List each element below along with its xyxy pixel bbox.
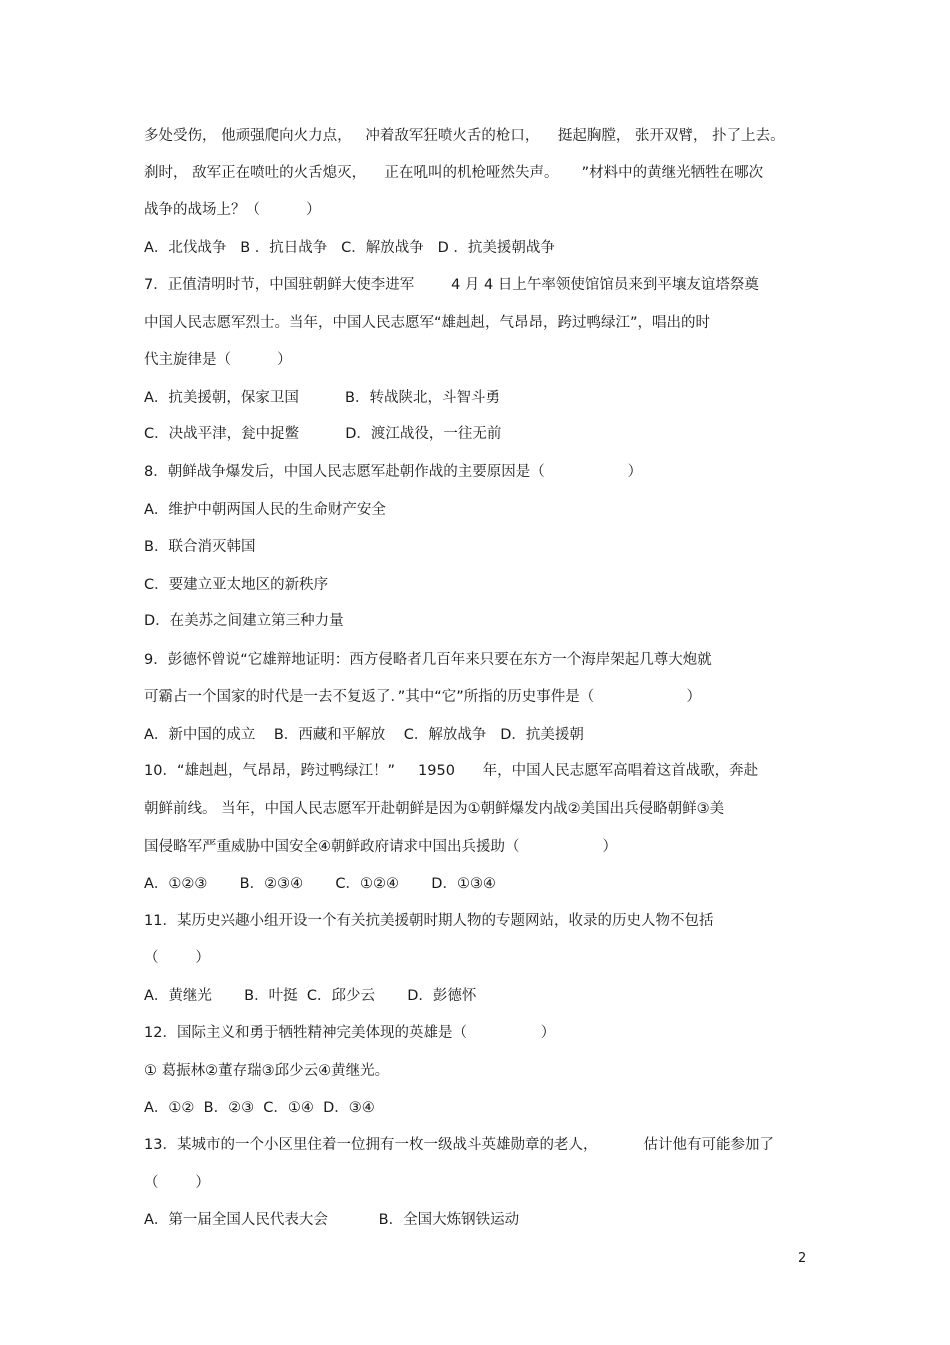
text-line: 10．“雄赳赳，气昂昂，跨过鸭绿江！” 1950 年，中国人民志愿军高唱着这首战歌，奔赴 xyxy=(144,763,759,779)
text-line: 可霸占一个国家的时代是一去不复返了．”其中“它”所指的历史事件是（ ） xyxy=(144,689,701,705)
text-line: 中国人民志愿军烈士。当年，中国人民志愿军“雄赳赳，气昂昂，跨过鸭绿江”，唱出的时 xyxy=(144,315,711,331)
text-line: A．①② B．②③ C．①④ D．③④ xyxy=(144,1100,375,1116)
text-line: D．在美苏之间建立第三种力量 xyxy=(144,613,344,629)
text-line: A．抗美援朝，保家卫国 B．转战陕北，斗智斗勇 xyxy=(144,390,500,406)
text-line: 代主旋律是（ ） xyxy=(144,352,292,368)
text-line: 战争的战场上？（ ） xyxy=(144,202,321,218)
text-line: B．联合消灭韩国 xyxy=(144,539,256,555)
text-line: 多处受伤， 他顽强爬向火力点， 冲着敌军狂喷火舌的枪口， 挺起胸膛， 张开双臂， 扑了上去。 xyxy=(144,128,785,144)
text-line: 刹时， 敌军正在喷吐的火舌熄灭， 正在吼叫的机枪哑然失声。 ”材料中的黄继光牺牲在哪次 xyxy=(144,165,764,181)
text-line: C．决战平津，瓮中捉鳖 D．渡江战役，一往无前 xyxy=(144,426,502,442)
text-line: 朝鲜前线。 当年，中国人民志愿军开赴朝鲜是因为①朝鲜爆发内战②美国出兵侵略朝鲜③美 xyxy=(144,801,725,817)
text-line: A．第一届全国人民代表大会 B．全国大炼钢铁运动 xyxy=(144,1212,520,1228)
text-line: A．新中国的成立 B．西藏和平解放 C．解放战争 D．抗美援朝 xyxy=(144,727,584,743)
text-line: 国侵略军严重威胁中国安全④朝鲜政府请求中国出兵援助（ ） xyxy=(144,839,617,855)
text-line: （ ） xyxy=(144,1175,210,1191)
page-number: 2 xyxy=(798,1251,807,1266)
text-line: A．①②③ B．②③④ C．①②④ D．①③④ xyxy=(144,876,496,892)
text-line: 11．某历史兴趣小组开设一个有关抗美援朝时期人物的专题网站，收录的历史人物不包括 xyxy=(144,913,714,929)
text-line: 7．正值清明时节，中国驻朝鲜大使李进军 4 月 4 日上午率领使馆馆员来到平壤友谊塔祭奠 xyxy=(144,277,759,293)
text-line: 8．朝鲜战争爆发后，中国人民志愿军赴朝作战的主要原因是（ ） xyxy=(144,464,643,480)
text-line: ① 葛振林②董存瑞③邱少云④黄继光。 xyxy=(144,1063,390,1079)
text-line: C．要建立亚太地区的新秩序 xyxy=(144,577,329,593)
text-line: A．北伐战争 B ．抗日战争 C．解放战争 D ．抗美援朝战争 xyxy=(144,240,555,256)
text-line: （ ） xyxy=(144,950,210,966)
text-line: A．维护中朝两国人民的生命财产安全 xyxy=(144,502,386,518)
text-line: A．黄继光 B．叶挺 C．邱少云 D．彭德怀 xyxy=(144,988,477,1004)
text-line: 12．国际主义和勇于牺牲精神完美体现的英雄是（ ） xyxy=(144,1025,556,1041)
text-line: 9．彭德怀曾说“它雄辩地证明：西方侵略者几百年来只要在东方一个海岸架起几尊大炮就 xyxy=(144,652,712,668)
text-line: 13．某城市的一个小区里住着一位拥有一枚一级战斗英雄勋章的老人， 估计他有可能参加了 xyxy=(144,1137,775,1153)
